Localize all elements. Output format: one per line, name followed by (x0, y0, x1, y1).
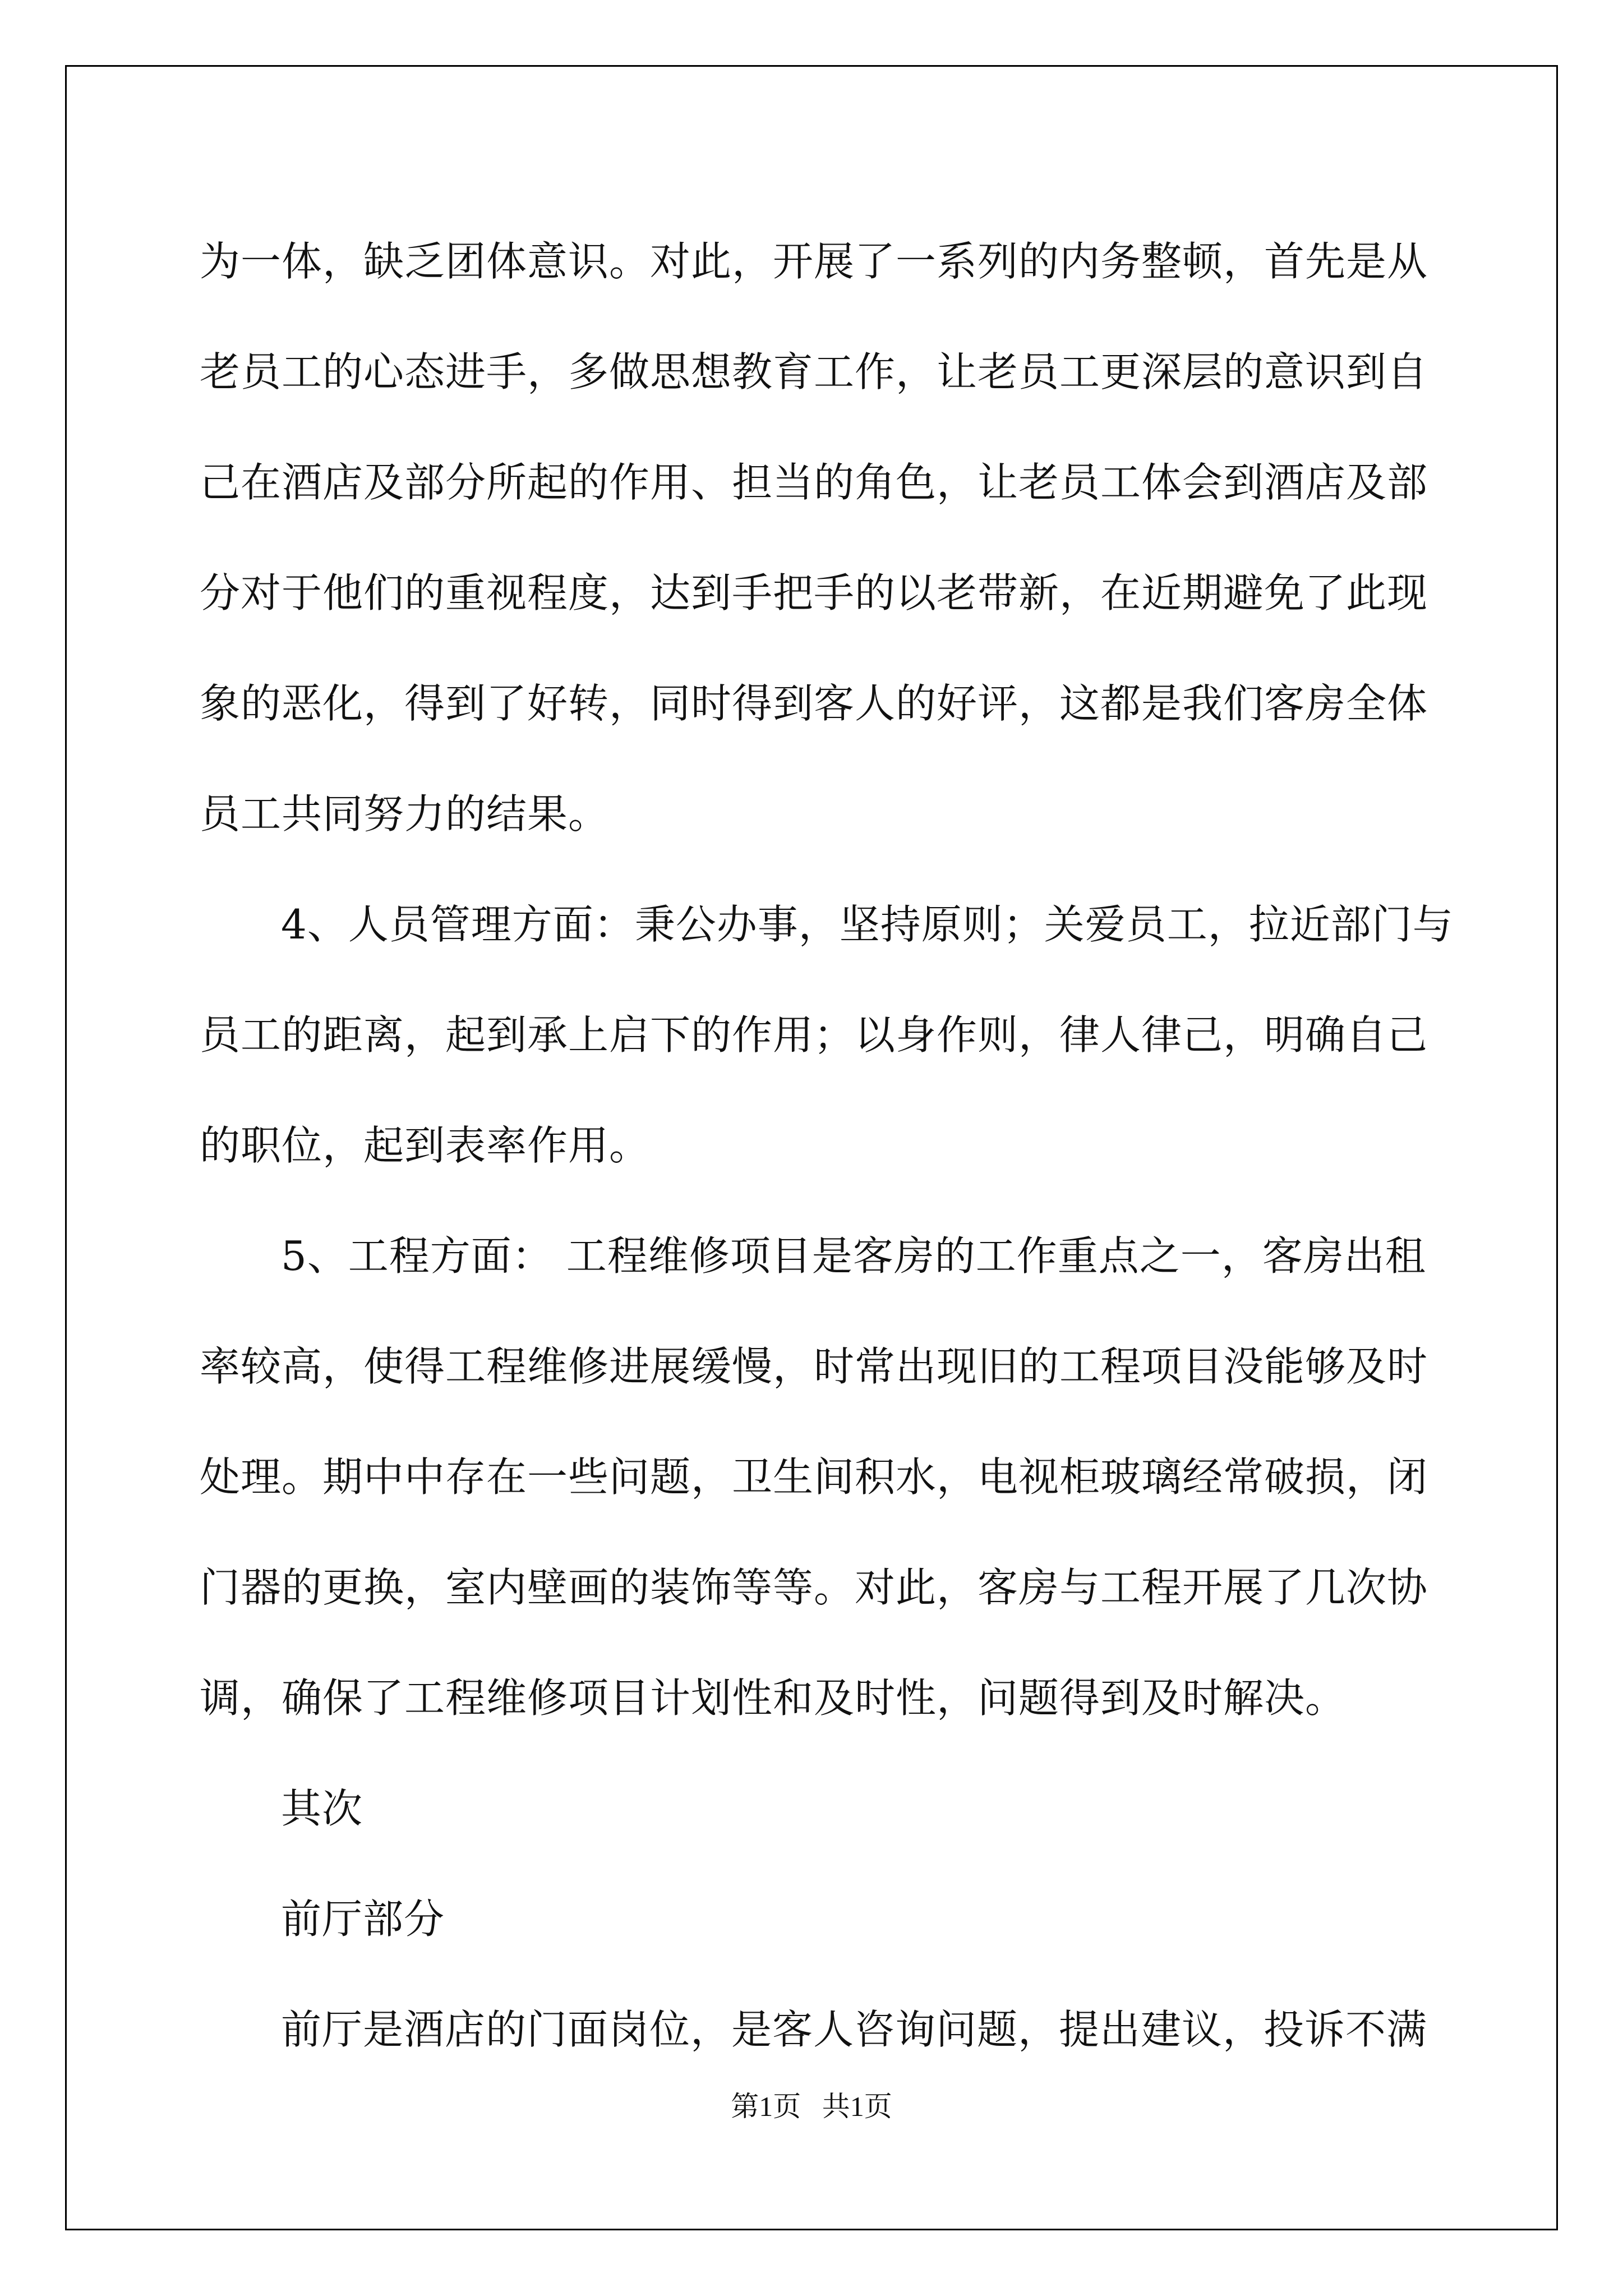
paragraph-start-line: 4、人员管理方面：秉公办事，坚持原则；关爱员工，拉近部门与 (281, 901, 1454, 948)
body-line: 处理。期中中存在一些问题，卫生间积水，电视柜玻璃经常破损，闭 (200, 1453, 1428, 1501)
body-line: 为一体，缺乏团体意识。对此，开展了一系列的内务整顿，首先是从 (200, 238, 1428, 285)
body-line: 员工共同努力的结果。 (200, 790, 610, 838)
document-body (200, 206, 1454, 2085)
body-line: 分对于他们的重视程度，达到手把手的以老带新，在近期避免了此现 (200, 569, 1428, 616)
body-line: 率较高，使得工程维修进展缓慢，时常出现旧的工程项目没能够及时 (200, 1343, 1428, 1390)
body-line: 的职位，起到表率作用。 (200, 1122, 651, 1169)
paragraph-start-line: 前厅是酒店的门面岗位，是客人咨询问题，提出建议，投诉不满 (281, 2006, 1428, 2053)
body-line: 己在酒店及部分所起的作用、担当的角色，让老员工体会到酒店及部 (200, 459, 1428, 506)
page-footer: 第1页 共1页 (731, 2091, 892, 2122)
body-line: 调，确保了工程维修项目计划性和及时性，问题得到及时解决。 (200, 1674, 1347, 1722)
body-line: 象的恶化，得到了好转，同时得到客人的好评，这都是我们客房全体 (200, 680, 1428, 727)
section-heading: 前厅部分 (281, 1895, 445, 1943)
body-line: 员工的距离，起到承上启下的作用；以身作则，律人律己，明确自己 (200, 1011, 1428, 1059)
body-line: 老员工的心态进手，多做思想教育工作，让老员工更深层的意识到自 (200, 348, 1428, 395)
body-line: 门器的更换，室内壁画的装饰等等。对此，客房与工程开展了几次协 (200, 1564, 1428, 1611)
section-heading: 其次 (281, 1785, 363, 1832)
paragraph-start-line: 5、工程方面： 工程维修项目是客房的工作重点之一，客房出租 (281, 1232, 1426, 1280)
